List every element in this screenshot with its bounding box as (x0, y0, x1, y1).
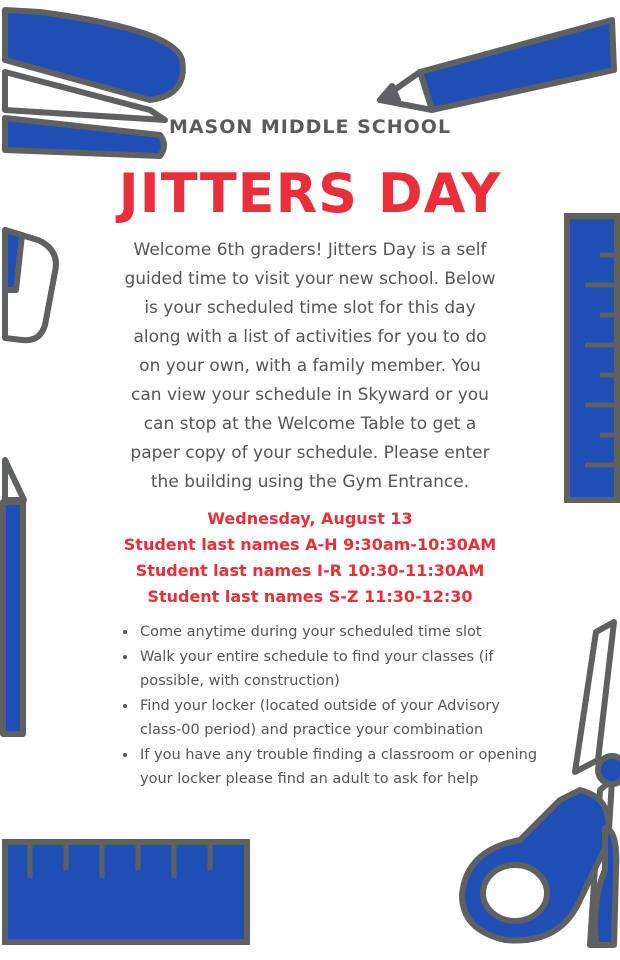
ruler-icon (5, 842, 247, 942)
intro-line: on your own, with a family member. You (139, 356, 481, 376)
ruler-icon (567, 216, 617, 500)
intro-line: is your scheduled time slot for this day (144, 298, 476, 318)
list-item: • Find your locker (located outside of your Advisory class-00 period) and practice your combination (138, 694, 538, 743)
intro-line: can stop at the Welcome Table to get a (143, 414, 477, 434)
schedule-slot: Student last names S-Z 11:30-12:30 (147, 587, 473, 606)
schedule-block (0, 506, 620, 610)
intro-paragraph (100, 236, 520, 497)
intro-line: along with a list of activities for you to do (133, 327, 487, 347)
list-item: • Come anytime during your scheduled time slot (138, 620, 538, 645)
intro-line: can view your schedule in Skyward or you (131, 385, 489, 405)
list-item: • Walk your entire schedule to find your classes (if possible, with construction) (138, 645, 538, 694)
intro-line: paper copy of your schedule. Please enter (130, 443, 490, 463)
list-item: • If you have any trouble finding a classroom or opening your locker please find an adult to ask for help (138, 743, 538, 792)
schedule-slot: Student last names I-R 10:30-11:30AM (135, 561, 485, 580)
schedule-slot: Student last names A-H 9:30am-10:30AM (123, 535, 497, 554)
school-name: MASON MIDDLE SCHOOL (168, 116, 452, 138)
eraser-icon (5, 230, 56, 340)
activity-list (114, 620, 538, 792)
pencil-icon (380, 20, 614, 110)
intro-line: the building using the Gym Entrance. (150, 472, 470, 492)
intro-line: Welcome 6th graders! Jitters Day is a self (133, 240, 487, 260)
intro-line: guided time to visit your new school. Below (124, 269, 496, 289)
page-title: JITTERS DAY (118, 162, 502, 225)
schedule-date: Wednesday, August 13 (207, 509, 413, 528)
